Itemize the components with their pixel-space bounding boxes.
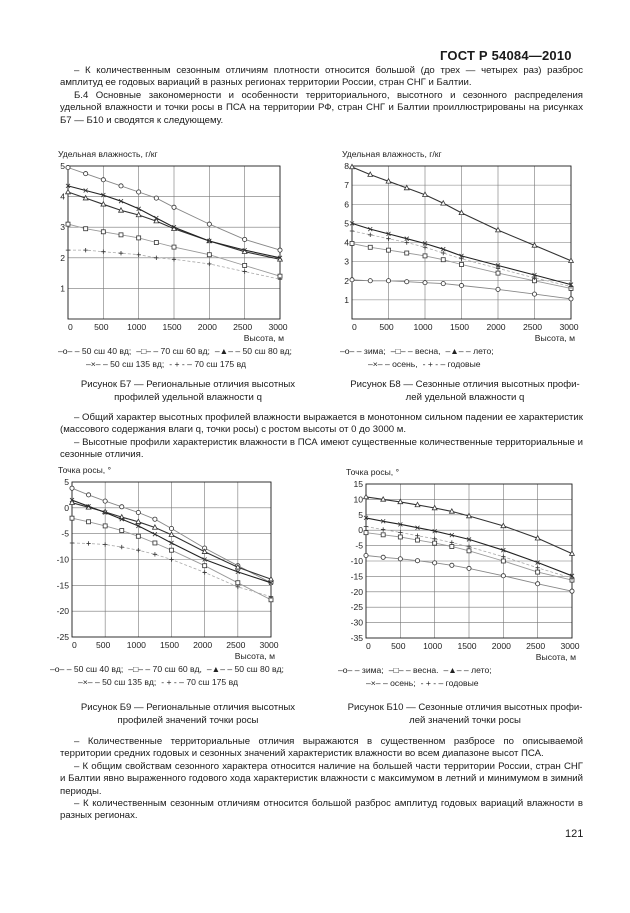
x-tick-label: 1500: [162, 322, 182, 332]
y-tick-label: -10: [56, 554, 69, 565]
chart-svg: [338, 462, 583, 697]
caption-line: Рисунок Б8 — Сезонные отличия высотных профи-: [350, 379, 580, 390]
data-point: [243, 237, 247, 241]
x-tick-label: 500: [94, 322, 109, 332]
legend-item: - + - – 70 сш 175 вд: [161, 677, 239, 687]
data-point: [432, 537, 436, 541]
y-tick-label: 5: [64, 477, 69, 487]
data-point: [496, 287, 500, 291]
y-axis-title: Точка росы, °: [346, 467, 400, 477]
data-point: [278, 248, 282, 252]
data-point: [120, 545, 124, 549]
data-point: [207, 253, 211, 257]
data-point: [501, 574, 505, 578]
data-point: [450, 540, 454, 544]
x-axis-title: Высота, м: [534, 333, 575, 343]
figure-caption-b9: [58, 702, 318, 727]
paragraph: – Количественные территориальные отличия выражаются в существенном разбросе по описываемой территории средних годовых и сезонных значений характеристик влажности во всем диапазоне высот ПСА.: [60, 736, 583, 760]
data-point: [119, 233, 123, 237]
x-tick-label: 3000: [560, 641, 580, 651]
caption-line: лей значений точки росы: [409, 714, 521, 726]
data-point: [501, 554, 505, 558]
chart-b10: [338, 462, 583, 697]
data-point: [172, 205, 176, 209]
legend-item: –□– – 70 сш 60 вд;: [136, 346, 210, 356]
caption-line: лей удельной влажности q: [405, 391, 525, 403]
caption-line: профилей удельной влажности q: [114, 391, 262, 403]
data-point: [101, 178, 105, 182]
legend-item: –×– – 50 сш 135 вд;: [78, 677, 157, 687]
data-point: [70, 486, 74, 490]
data-point: [501, 559, 505, 563]
legend-item: - + - – годовые: [420, 678, 479, 688]
data-point: [350, 241, 354, 245]
data-point: [103, 524, 107, 528]
data-point: [350, 278, 354, 282]
data-point: [103, 542, 107, 546]
caption-line: профилей значений точки росы: [117, 714, 259, 726]
y-tick-label: -10: [350, 556, 363, 566]
x-tick-label: 3000: [268, 322, 288, 332]
y-axis-title: Точка росы, °: [58, 465, 112, 475]
legend-item: –о– – зима;: [338, 665, 384, 675]
data-point: [86, 493, 90, 497]
data-point: [350, 164, 355, 168]
y-tick-label: -20: [350, 586, 363, 597]
data-point: [398, 530, 402, 534]
data-point: [84, 227, 88, 231]
x-tick-label: 1000: [126, 640, 146, 650]
legend-row: [86, 359, 246, 369]
x-tick-label: 0: [352, 322, 357, 332]
data-point: [460, 262, 464, 266]
data-point: [170, 548, 174, 552]
text-block-mid: [60, 412, 583, 462]
data-point: [172, 245, 176, 249]
y-tick-label: 3: [344, 256, 349, 267]
data-point: [136, 534, 140, 538]
data-point: [433, 541, 437, 545]
chart-b8: [340, 144, 585, 369]
x-axis-title: Высота, м: [234, 651, 275, 661]
data-point: [415, 534, 419, 538]
y-tick-label: 7: [344, 180, 349, 191]
data-point: [398, 535, 402, 539]
y-tick-label: 1: [344, 294, 349, 305]
y-tick-label: -35: [350, 633, 363, 643]
data-point: [569, 297, 573, 301]
x-tick-label: 0: [366, 641, 371, 651]
x-tick-label: 2000: [486, 322, 506, 332]
y-tick-label: 2: [344, 275, 349, 286]
grid: [352, 166, 571, 319]
data-point: [368, 279, 372, 283]
x-tick-label: 1500: [457, 641, 477, 651]
data-point: [387, 248, 391, 252]
data-point: [423, 281, 427, 285]
data-point: [86, 541, 90, 545]
data-point: [450, 545, 454, 549]
data-point: [536, 582, 540, 586]
x-tick-label: 1500: [159, 640, 180, 650]
data-point: [119, 184, 123, 188]
data-point: [381, 533, 385, 537]
paragraph: Б.4 Основные закономерности и особенности территориального, высотного и сезонного распределения удельной влажности и точки росы в ПСА на территории РФ, стран СНГ и Балтии проиллюстрированы на рисунках Б7 — Б10 и сводятся к следующему.: [60, 89, 583, 126]
x-tick-label: 2000: [193, 640, 213, 650]
data-point: [169, 557, 173, 561]
data-point: [381, 527, 385, 531]
data-point: [405, 240, 409, 244]
legend-item: –▲– – лето;: [443, 665, 492, 675]
data-point: [536, 570, 540, 574]
data-point: [136, 253, 140, 257]
paragraph: – Общий характер высотных профилей влажности выражается в монотонном сильном падении ее характеристик (массового содержания влаги q, точки росы) с ростом высоты от 0 до 3000 м.: [60, 412, 583, 436]
data-point: [405, 280, 409, 284]
data-point: [153, 552, 157, 556]
legend-row: [340, 346, 494, 356]
data-point: [441, 251, 445, 255]
data-point: [368, 245, 372, 249]
data-point: [83, 248, 87, 252]
caption-line: Рисунок Б9 — Региональные отличия высотных: [80, 702, 296, 713]
legend-item: –□– – весна.: [388, 665, 439, 675]
legend-row: [58, 346, 292, 356]
data-point: [386, 279, 390, 283]
y-tick-label: 4: [60, 191, 65, 202]
paragraph: – К количественным сезонным отличиям относится большой разброс амплитуд годовых вариаций влажности в разных регионах.: [60, 798, 583, 822]
data-point: [66, 248, 70, 252]
data-point: [423, 254, 427, 258]
data-point: [66, 165, 70, 169]
y-tick-label: 3: [60, 222, 65, 233]
chart-svg: [340, 144, 585, 369]
data-point: [242, 269, 246, 273]
y-tick-label: -15: [56, 580, 69, 591]
legend-item: - + - – годовые: [422, 359, 481, 369]
data-point: [386, 236, 390, 240]
legend-item: –×– – осень;: [366, 678, 416, 688]
data-point: [137, 236, 141, 240]
legend-item: –▲– – 50 сш 80 вд;: [206, 664, 284, 674]
legend-item: –о– – зима;: [340, 346, 386, 356]
figure-caption-b10: [330, 702, 600, 727]
data-point: [350, 229, 354, 233]
data-point: [101, 230, 105, 234]
x-tick-label: 500: [379, 322, 394, 332]
y-tick-label: 4: [344, 237, 349, 248]
legend-row: [366, 678, 479, 688]
data-point: [169, 526, 173, 530]
grid: [68, 166, 280, 319]
chart-svg: [50, 462, 305, 697]
data-point: [136, 548, 140, 552]
x-tick-label: 3000: [559, 322, 579, 332]
y-tick-label: 5: [358, 509, 363, 520]
data-point: [364, 524, 368, 528]
data-point: [467, 545, 471, 549]
data-point: [70, 541, 74, 545]
data-point: [415, 559, 419, 563]
data-point: [405, 251, 409, 255]
caption-line: Рисунок Б10 — Сезонные отличия высотных профи-: [347, 702, 583, 713]
y-tick-label: 1: [60, 283, 65, 294]
y-tick-label: -20: [56, 606, 69, 617]
text-block-top: [60, 65, 583, 127]
y-axis-title: Удельная влажность, г/кг: [342, 149, 442, 159]
grid: [366, 484, 572, 638]
data-point: [570, 589, 574, 593]
legend-row: [50, 664, 284, 674]
y-tick-label: 6: [344, 199, 349, 210]
x-tick-label: 1500: [449, 322, 470, 332]
legend-row: [338, 665, 492, 675]
data-point: [433, 561, 437, 565]
data-point: [398, 557, 402, 561]
data-point: [203, 564, 207, 568]
y-tick-label: -5: [355, 540, 363, 551]
x-tick-label: 3000: [259, 640, 279, 650]
data-point: [364, 531, 368, 535]
data-point: [496, 271, 500, 275]
data-point: [153, 532, 157, 536]
paragraph: – К общим свойствам сезонного характера относится наличие на большей части территории России, стран СНГ и Балтии явно выраженного годового хода характеристик влажности с максимумом в летний и минимумом в зимний периоды.: [60, 760, 583, 797]
data-point: [368, 233, 372, 237]
data-point: [119, 251, 123, 255]
data-point: [236, 581, 240, 585]
legend-item: –□– – весна,: [390, 346, 441, 356]
y-tick-label: -25: [56, 632, 69, 642]
y-tick-label: -30: [350, 617, 363, 628]
chart-svg: [58, 144, 318, 369]
legend-item: –о– – 50 сш 40 вд;: [50, 664, 124, 674]
x-tick-label: 2000: [197, 322, 217, 332]
x-tick-label: 0: [68, 322, 73, 332]
data-point: [84, 172, 88, 176]
x-tick-label: 500: [391, 641, 406, 651]
data-point: [441, 282, 445, 286]
y-tick-label: 15: [353, 479, 363, 489]
data-point: [136, 510, 140, 514]
y-tick-label: -25: [350, 602, 363, 613]
figure-caption-b7: [58, 379, 318, 404]
legend-item: –×– – осень,: [368, 359, 418, 369]
data-point: [137, 190, 141, 194]
legend-item: –▲– – 50 сш 80 вд;: [214, 346, 292, 356]
y-tick-label: 5: [344, 218, 349, 229]
y-tick-label: 10: [353, 494, 363, 505]
data-point: [441, 258, 445, 262]
paragraph: – К количественным сезонным отличиям плотности относится большой (до трех — четырех раз) разброс амплитуд ее годовых вариаций в разных регионах территории России, стран СНГ и Балтии.: [60, 65, 583, 89]
x-tick-label: 1000: [127, 322, 147, 332]
data-point: [467, 549, 471, 553]
x-tick-label: 2500: [226, 640, 246, 650]
data-point: [467, 566, 471, 570]
legend-item: - + - – 70 сш 175 вд: [169, 359, 247, 369]
data-point: [459, 283, 463, 287]
data-point: [364, 494, 369, 498]
y-tick-label: 0: [64, 502, 69, 513]
data-point: [70, 516, 74, 520]
x-axis-title: Высота, м: [535, 652, 576, 662]
data-point: [103, 499, 107, 503]
data-point: [207, 262, 211, 266]
y-tick-label: 2: [60, 252, 65, 263]
x-tick-label: 2500: [526, 641, 546, 651]
data-point: [416, 538, 420, 542]
legend-item: –▲– – лето;: [445, 346, 494, 356]
page-header: ГОСТ Р 54084—2010: [440, 48, 572, 63]
data-point: [154, 196, 158, 200]
x-axis-title: Высота, м: [243, 333, 284, 343]
data-point: [153, 541, 157, 545]
x-tick-label: 0: [72, 640, 77, 650]
legend-item: –о– – 50 сш 40 вд;: [58, 346, 132, 356]
data-point: [66, 222, 70, 226]
data-point: [381, 555, 385, 559]
data-point: [120, 529, 124, 533]
page-number: 121: [565, 828, 584, 840]
chart-b7: [58, 144, 318, 369]
y-tick-label: 8: [344, 161, 349, 171]
paragraph: – Высотные профили характеристик влажности в ПСА имеют существенные количественные территориальные и сезонные отличия.: [60, 436, 583, 461]
y-tick-label: 5: [60, 161, 65, 171]
data-point: [535, 566, 539, 570]
x-tick-label: 1000: [413, 322, 433, 332]
figure-caption-b8: [330, 379, 600, 404]
y-tick-label: 0: [358, 525, 363, 536]
y-axis-title: Удельная влажность, г/кг: [58, 149, 158, 159]
legend-row: [78, 677, 238, 687]
y-tick-label: -15: [350, 571, 363, 582]
data-point: [207, 222, 211, 226]
data-point: [423, 245, 427, 249]
x-tick-label: 2000: [491, 641, 511, 651]
x-tick-label: 1000: [423, 641, 443, 651]
data-point: [87, 520, 91, 524]
legend-item: –□– – 70 сш 60 вд,: [128, 664, 202, 674]
x-tick-label: 2500: [233, 322, 253, 332]
x-tick-label: 2500: [522, 322, 543, 332]
text-block-bottom: [60, 736, 583, 823]
data-point: [202, 570, 206, 574]
legend-row: [368, 359, 481, 369]
chart-b9: [50, 462, 305, 697]
data-point: [154, 241, 158, 245]
data-point: [101, 249, 105, 253]
data-point: [364, 553, 368, 557]
data-point: [450, 563, 454, 567]
x-tick-label: 500: [95, 640, 111, 650]
data-point: [243, 263, 247, 267]
y-tick-label: -5: [61, 528, 69, 539]
data-point: [120, 505, 124, 509]
data-point: [154, 256, 158, 260]
data-point: [153, 517, 157, 521]
legend-item: –×– – 50 сш 135 вд;: [86, 359, 165, 369]
caption-line: Рисунок Б7 — Региональные отличия высотных: [80, 379, 296, 390]
data-point: [66, 189, 71, 193]
data-point: [532, 292, 536, 296]
